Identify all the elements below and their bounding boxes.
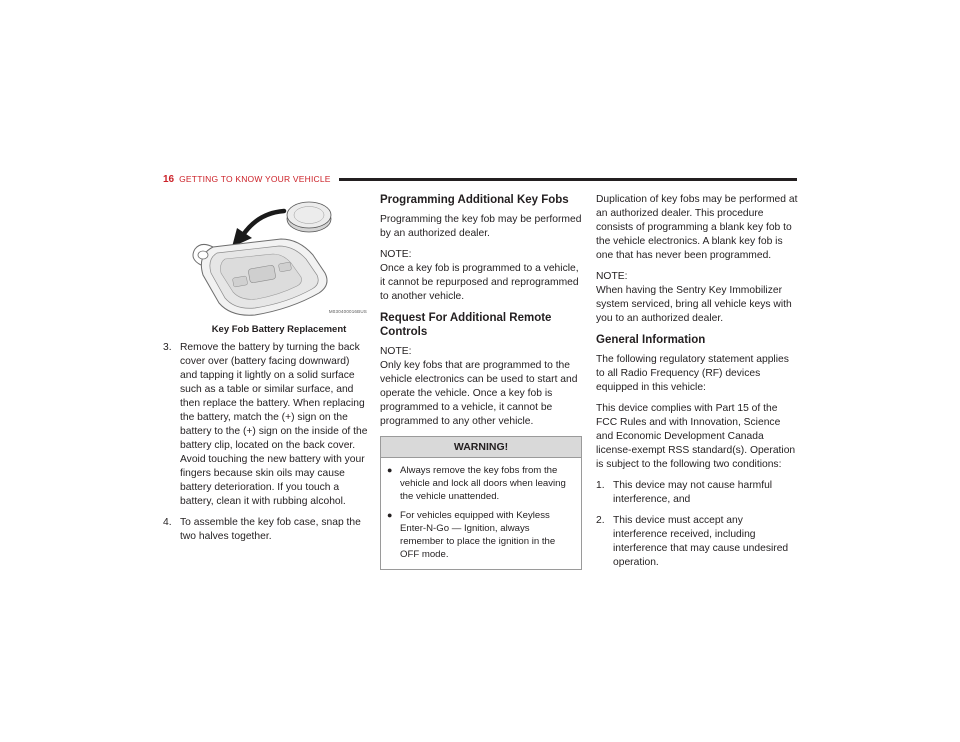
conditions-list bbox=[596, 479, 798, 570]
header-rule bbox=[339, 178, 797, 181]
heading-programming-key-fobs: Programming Additional Key Fobs bbox=[380, 194, 569, 206]
condition-text: This device may not cause harmful interference, and bbox=[613, 480, 773, 505]
note-text: Only key fobs that are programmed to the vehicle electronics can be used to start and operate the vehicle. Once a key fob is programmed to a vehicle, it cannot be programmed to any other vehicle. bbox=[380, 360, 578, 427]
figure-caption: Key Fob Battery Replacement bbox=[211, 324, 347, 335]
note bbox=[380, 345, 582, 429]
list-item bbox=[163, 516, 369, 544]
condition-text: This device must accept any interference received, including interference that may cause undesired operation. bbox=[613, 515, 789, 568]
note-label: NOTE: bbox=[380, 346, 412, 357]
warning-text: Always remove the key fobs from the vehicle and lock all doors when leaving the vehicle unattended. bbox=[400, 465, 566, 502]
paragraph: Programming the key fob may be performed by an authorized dealer. bbox=[380, 214, 582, 239]
bullet-icon: ● bbox=[387, 465, 393, 475]
warning-box bbox=[380, 436, 582, 570]
page-header bbox=[163, 172, 797, 186]
note-label: NOTE: bbox=[380, 249, 412, 260]
page-number: 16 bbox=[163, 173, 175, 185]
paragraph: Duplication of key fobs may be performed at an authorized dealer. This procedure consists of programming a blank key fob to the vehicle electronics. A blank key fob is one that has never been programmed. bbox=[596, 194, 798, 261]
condition-number: 1. bbox=[596, 480, 605, 491]
list-item bbox=[596, 514, 798, 570]
condition-number: 2. bbox=[596, 515, 605, 526]
note bbox=[380, 248, 582, 304]
list-item bbox=[387, 509, 575, 561]
list-item bbox=[596, 479, 798, 507]
column-left bbox=[163, 193, 369, 551]
bullet-icon: ● bbox=[387, 510, 393, 520]
step-text: Remove the battery by turning the back cover over (battery facing downward) and tapping it lightly on a solid surface such as a table or similar surface, and then replace the battery. When replacing the battery, match the (+) sign on the battery to the (+) sign on the inside of the battery clip, located on the back cover. Avoid touching the new battery with your fingers because skin oils may cause battery deterioration. If you touch a battery, clean it with rubbing alcohol. bbox=[180, 342, 368, 507]
note bbox=[596, 270, 798, 326]
warning-body bbox=[381, 458, 581, 569]
figure-code: M030400016BUS bbox=[328, 309, 367, 314]
warning-title: WARNING! bbox=[381, 437, 581, 458]
column-middle bbox=[380, 193, 582, 570]
paragraph: The following regulatory statement applies to all Radio Frequency (RF) devices equipped in this vehicle: bbox=[596, 354, 789, 393]
section-title: GETTING TO KNOW YOUR VEHICLE bbox=[179, 174, 331, 184]
warning-text: For vehicles equipped with Keyless Enter-N-Go — Ignition, always remember to place the ignition in the OFF mode. bbox=[400, 510, 556, 560]
heading-request-remote-controls: Request For Additional Remote Controls bbox=[380, 312, 552, 338]
paragraph: This device complies with Part 15 of the FCC Rules and with Innovation, Science and Economic Development Canada license-exempt RSS standard(s). Operation is subject to the following two conditions: bbox=[596, 403, 796, 470]
key-fob-battery-illustration bbox=[163, 193, 369, 323]
list-item bbox=[387, 464, 575, 503]
list-item bbox=[163, 341, 369, 509]
column-right bbox=[596, 193, 798, 577]
key-fob-figure bbox=[163, 193, 369, 323]
note-label: NOTE: bbox=[596, 271, 628, 282]
step-number: 4. bbox=[163, 517, 172, 528]
heading-general-information: General Information bbox=[596, 334, 706, 346]
note-text: Once a key fob is programmed to a vehicle, it cannot be repurposed and reprogrammed to another vehicle. bbox=[380, 263, 579, 302]
battery-steps-list bbox=[163, 341, 369, 544]
step-text: To assemble the key fob case, snap the two halves together. bbox=[180, 517, 361, 542]
note-text: When having the Sentry Key Immobilizer system serviced, bring all vehicle keys with you to an authorized dealer. bbox=[596, 285, 792, 324]
step-number: 3. bbox=[163, 342, 172, 353]
